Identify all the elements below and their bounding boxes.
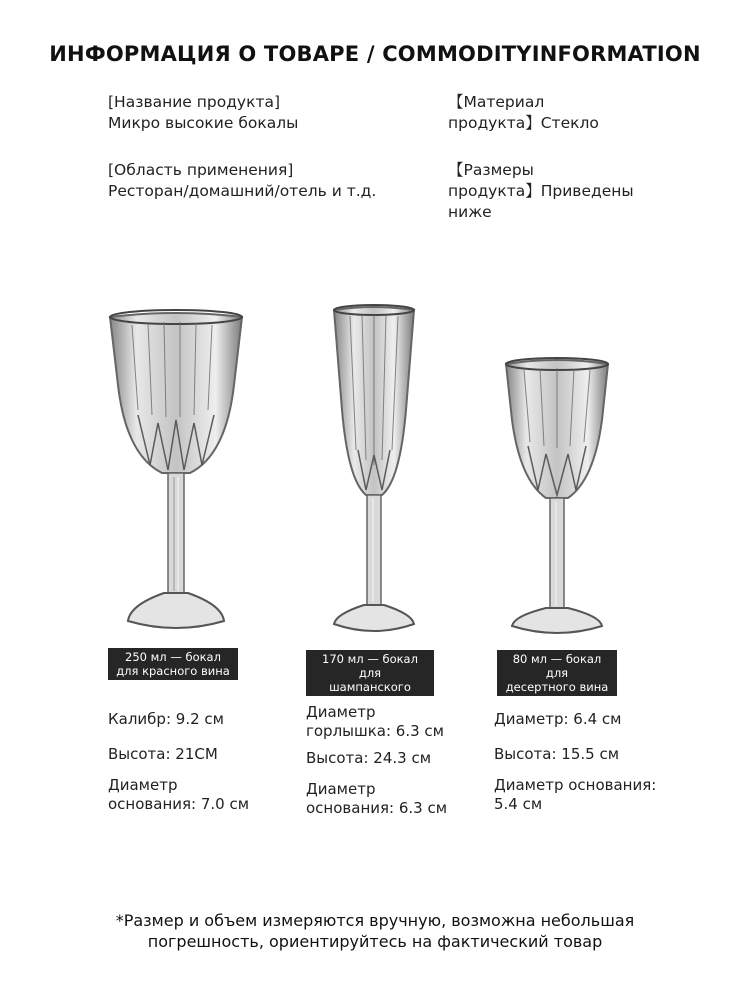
- dessert-wine-glass-label: [497, 650, 617, 696]
- material-value: продукта】Стекло: [448, 114, 599, 132]
- champagne-base-diameter: [306, 780, 447, 818]
- disclaimer-line: погрешность, ориентируйтесь на фактический товар: [147, 932, 603, 951]
- dimensions-value-continued: ниже: [448, 203, 492, 221]
- disclaimer-line: *Размер и объем измеряются вручную, возможна небольшая: [115, 911, 635, 930]
- spec-line: Диаметр основания:: [494, 776, 657, 794]
- measurement-disclaimer: [0, 910, 750, 952]
- spec-line: Калибр: 9.2 см: [108, 710, 224, 728]
- red-wine-volume: 250 мл — бокал: [125, 650, 221, 664]
- application-area-label: [Область применения]: [108, 161, 294, 179]
- dimensions-info: [448, 160, 634, 223]
- dessert-wine-height: [494, 745, 656, 764]
- spec-line: Высота: 24.3 см: [306, 749, 432, 767]
- dimensions-label: 【Размеры: [448, 161, 534, 179]
- dessert-wine-type: десертного вина: [505, 680, 609, 694]
- red-wine-glass-icon: [100, 305, 252, 640]
- red-wine-height: [108, 745, 249, 764]
- dessert-wine-glass-icon: [500, 350, 614, 642]
- product-name-value: Микро высокие бокалы: [108, 114, 299, 132]
- champagne-flute-label: [306, 650, 434, 696]
- product-name-info: [108, 92, 298, 134]
- red-wine-type: для красного вина: [116, 664, 230, 678]
- red-wine-glass-specs: [108, 710, 249, 824]
- red-wine-caliber: [108, 710, 249, 729]
- champagne-rim-diameter: [306, 703, 447, 741]
- spec-line: Высота: 15.5 см: [494, 745, 620, 763]
- red-wine-glass-label: [108, 648, 238, 680]
- spec-line: Диаметр: 6.4 см: [494, 710, 622, 728]
- material-info: [448, 92, 599, 134]
- dessert-wine-glass-specs: [494, 710, 656, 824]
- champagne-volume: 170 мл — бокал для: [322, 652, 418, 680]
- spec-line: основания: 6.3 см: [306, 799, 448, 817]
- spec-line: Диаметр: [108, 776, 178, 794]
- application-area-value: Ресторан/домашний/отель и т.д.: [108, 182, 377, 200]
- champagne-height: [306, 749, 447, 768]
- page-title: ИНФОРМАЦИЯ О ТОВАРЕ / COMMODITYINFORMATION: [49, 42, 701, 66]
- spec-line: основания: 7.0 см: [108, 795, 250, 813]
- spec-line: горлышка: 6.3 см: [306, 722, 444, 740]
- dessert-wine-diameter: [494, 710, 656, 729]
- spec-line: 5.4 см: [494, 795, 543, 813]
- spec-line: Диаметр: [306, 703, 376, 721]
- spec-line: Высота: 21CM: [108, 745, 218, 763]
- champagne-type: шампанского: [329, 680, 411, 694]
- application-area-info: [108, 160, 376, 202]
- dessert-wine-base-diameter: [494, 776, 656, 814]
- red-wine-base-diameter: [108, 776, 249, 814]
- champagne-flute-specs: [306, 703, 447, 828]
- product-name-label: [Название продукта]: [108, 93, 281, 111]
- spec-line: Диаметр: [306, 780, 376, 798]
- champagne-flute-icon: [326, 300, 422, 642]
- dessert-wine-volume: 80 мл — бокал для: [512, 652, 602, 680]
- dimensions-value: продукта】Приведены: [448, 182, 634, 200]
- material-label: 【Материал: [448, 93, 545, 111]
